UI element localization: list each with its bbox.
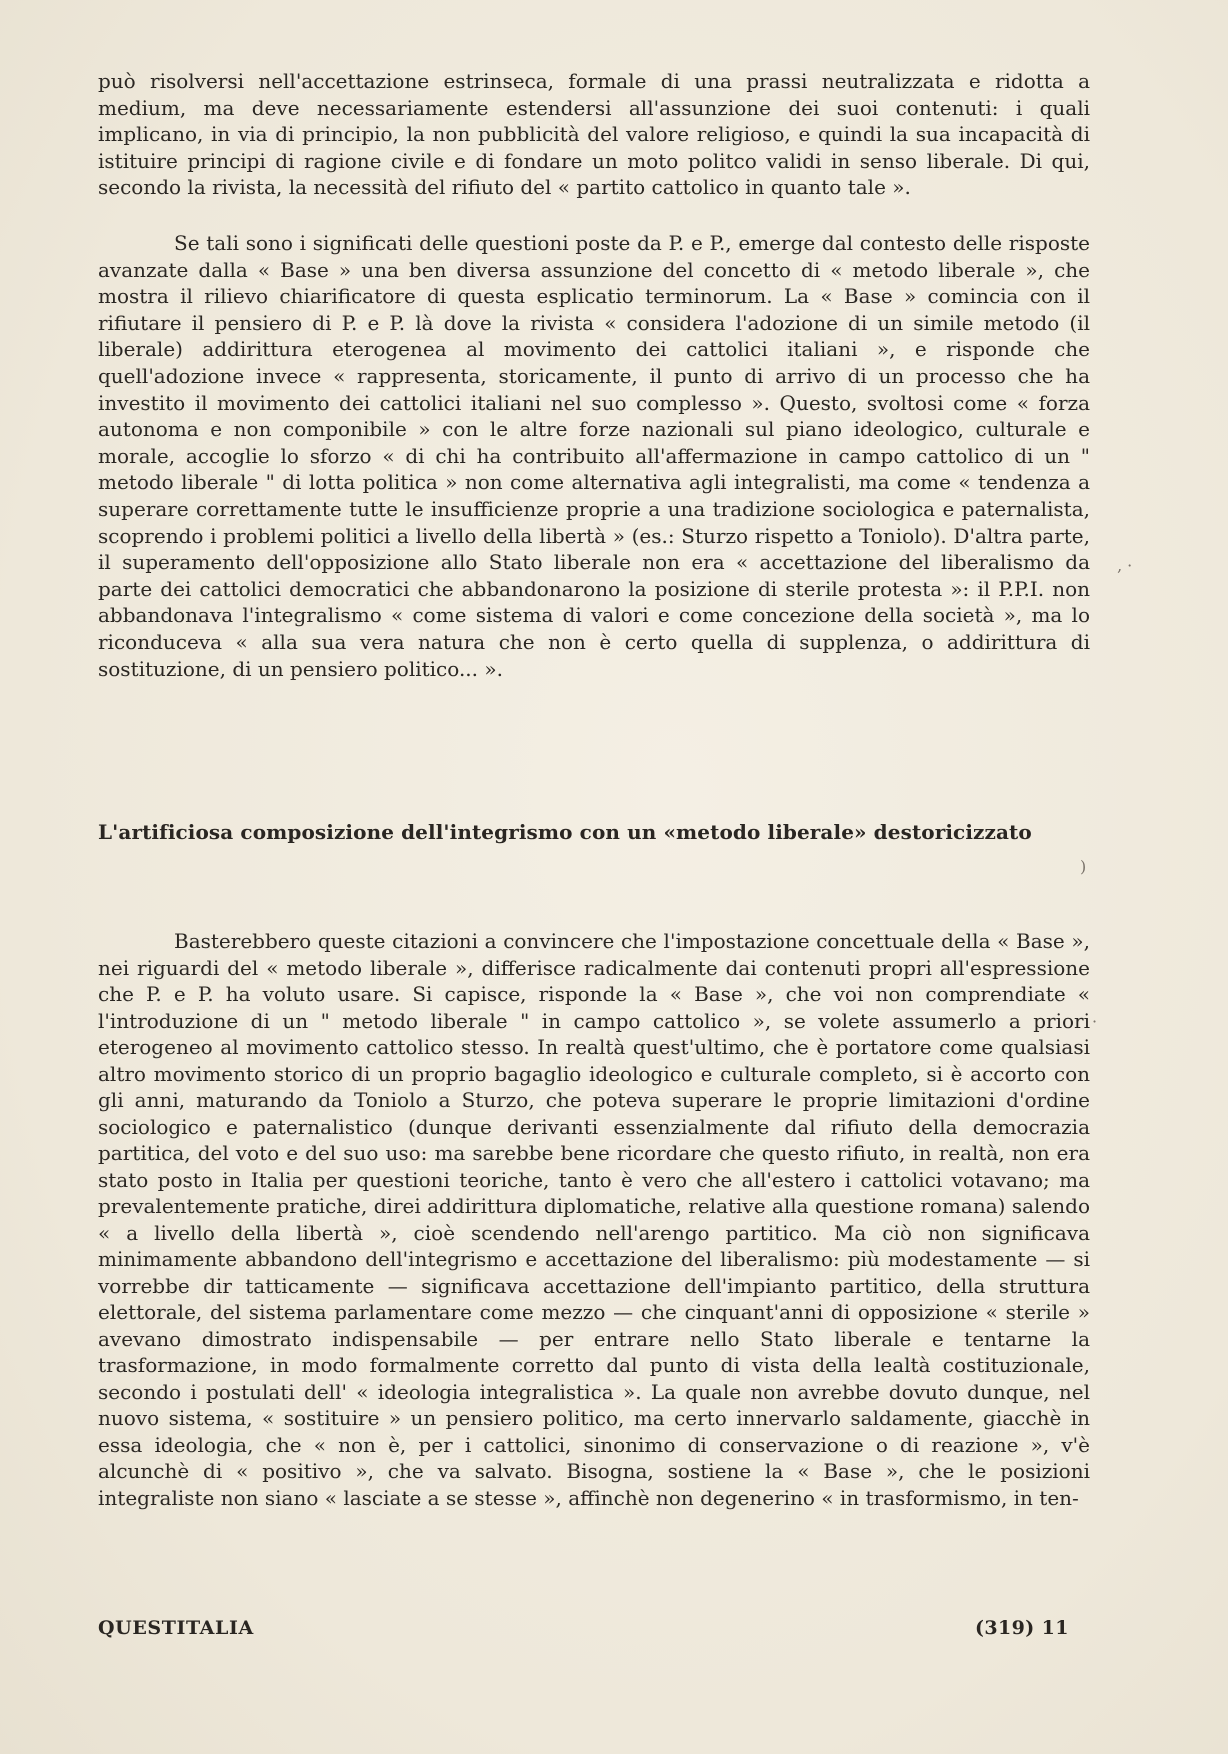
margin-speck: ‚ · xyxy=(1117,556,1133,575)
margin-speck: ) xyxy=(1080,857,1087,876)
journal-name: QUESTITALIA xyxy=(98,1617,254,1639)
margin-speck: · xyxy=(1092,1012,1098,1031)
section-heading: L'artificiosa composizione dell'integrismo con un «metodo liberale» destoricizzato xyxy=(98,820,1032,844)
page-number: (319) 11 xyxy=(975,1617,1069,1639)
paragraph-1: può risolversi nell'accettazione estrinseca, formale di una prassi neutralizzata e ridotta a medium, ma deve necessariamente estendersi all'assunzione dei suoi contenuti: i quali implicano, in via di principio, la non pubblicità del valore religioso, e quindi la sua incapacità di istituire principi di ragione civile e di fondare un moto politco validi in senso liberale. Di qui, secondo la rivista, la necessità del rifiuto del « partito cattolico in quanto tale ». xyxy=(98,69,1090,200)
paragraph-2: Se tali sono i significati delle questioni poste da P. e P., emerge dal contesto delle risposte avanzate dalla « Base » una ben diversa assunzione del concetto di « metodo liberale », che mostra il rilievo chiarificatore di questa esplicatio terminorum. La « Base » comincia con il rifiutare il pensiero di P. e P. là dove la rivista « considera l'adozione di un simile metodo (il liberale) addirittura eterogenea al movimento dei cattolici italiani », e risponde che quell'adozione invece « rappresenta, storicamente, il punto di arrivo di un processo che ha investito il movimento dei cattolici italiani nel suo complesso ». Questo, svoltosi come « forza autonoma e non componibile » con le altre forze nazionali sul piano ideologico, culturale e morale, accoglie lo sforzo « di chi ha contribuito all'affermazione in campo cattolico di un " metodo liberale " di lotta politica » non come alternativa agli integralisti, ma come « tendenza a superare correttamente tutte le insufficienze proprie a una tradizione sociologica e paternalista, scoprendo i problemi politici a livello della libertà » (es.: Sturzo rispetto a Toniolo). D'altra parte, il superamento dell'opposizione allo Stato liberale non era « accettazione del liberalismo da parte dei cattolici democratici che abbandonarono la posizione di sterile protesta »: il P.P.I. non abbandonava l'integralismo « come sistema di valori e come concezione della società », ma lo riconduceva « alla sua vera natura che non è certo quella di supplenza, o addirittura di sostituzione, di un pensiero politico... ». xyxy=(98,231,1090,681)
paragraph-3: Basterebbero queste citazioni a convincere che l'impostazione concettuale della « Base », nei riguardi del « metodo liberale », differisce radicalmente dai contenuti propri all'espressione che P. e P. ha voluto usare. Si capisce, risponde la « Base », che voi non comprendiate « l'introduzione di un " metodo liberale " in campo cattolico », se volete assumerlo a priori eterogeneo al movimento cattolico stesso. In realtà quest'ultimo, che è portatore come qualsiasi altro movimento storico di un proprio bagaglio ideologico e culturale completo, si è accorto con gli anni, maturando da Toniolo a Sturzo, che poteva superare le proprie limitazioni d'ordine sociologico e paternalistico (dunque derivanti essenzialmente dal rifiuto della democrazia partitica, del voto e del suo uso: ma sarebbe bene ricordare che questo rifiuto, in realtà, non era stato posto in Italia per questioni teoriche, tanto è vero che all'estero i cattolici votavano; ma prevalentemente pratiche, direi addirittura diplomatiche, relative alla questione romana) salendo « a livello della libertà », cioè scendendo nell'arengo partitico. Ma ciò non significava minimamente abbandono dell'integrismo e accettazione del liberalismo: più modestamente — si vorrebbe dir tatticamente — significava accettazione dell'impianto partitico, della struttura elettorale, del sistema parlamentare come mezzo — che cinquant'anni di opposizione « sterile » avevano dimostrato indispensabile — per entrare nello Stato liberale e tentarne la trasformazione, in modo formalmente corretto dal punto di vista della lealtà costituzionale, secondo i postulati dell' « ideologia integralistica ». La quale non avrebbe dovuto dunque, nel nuovo sistema, « sostituire » un pensiero politico, ma certo innervarlo saldamente, giacchè in essa ideologia, che « non è, per i cattolici, sinonimo di conservazione o di reazione », v'è alcunchè di « positivo », che va salvato. Bisogna, sostiene la « Base », che le posizioni integraliste non siano « lasciate a se stesse », affinchè non degenerino « in trasformismo, in ten- xyxy=(98,929,1090,1510)
